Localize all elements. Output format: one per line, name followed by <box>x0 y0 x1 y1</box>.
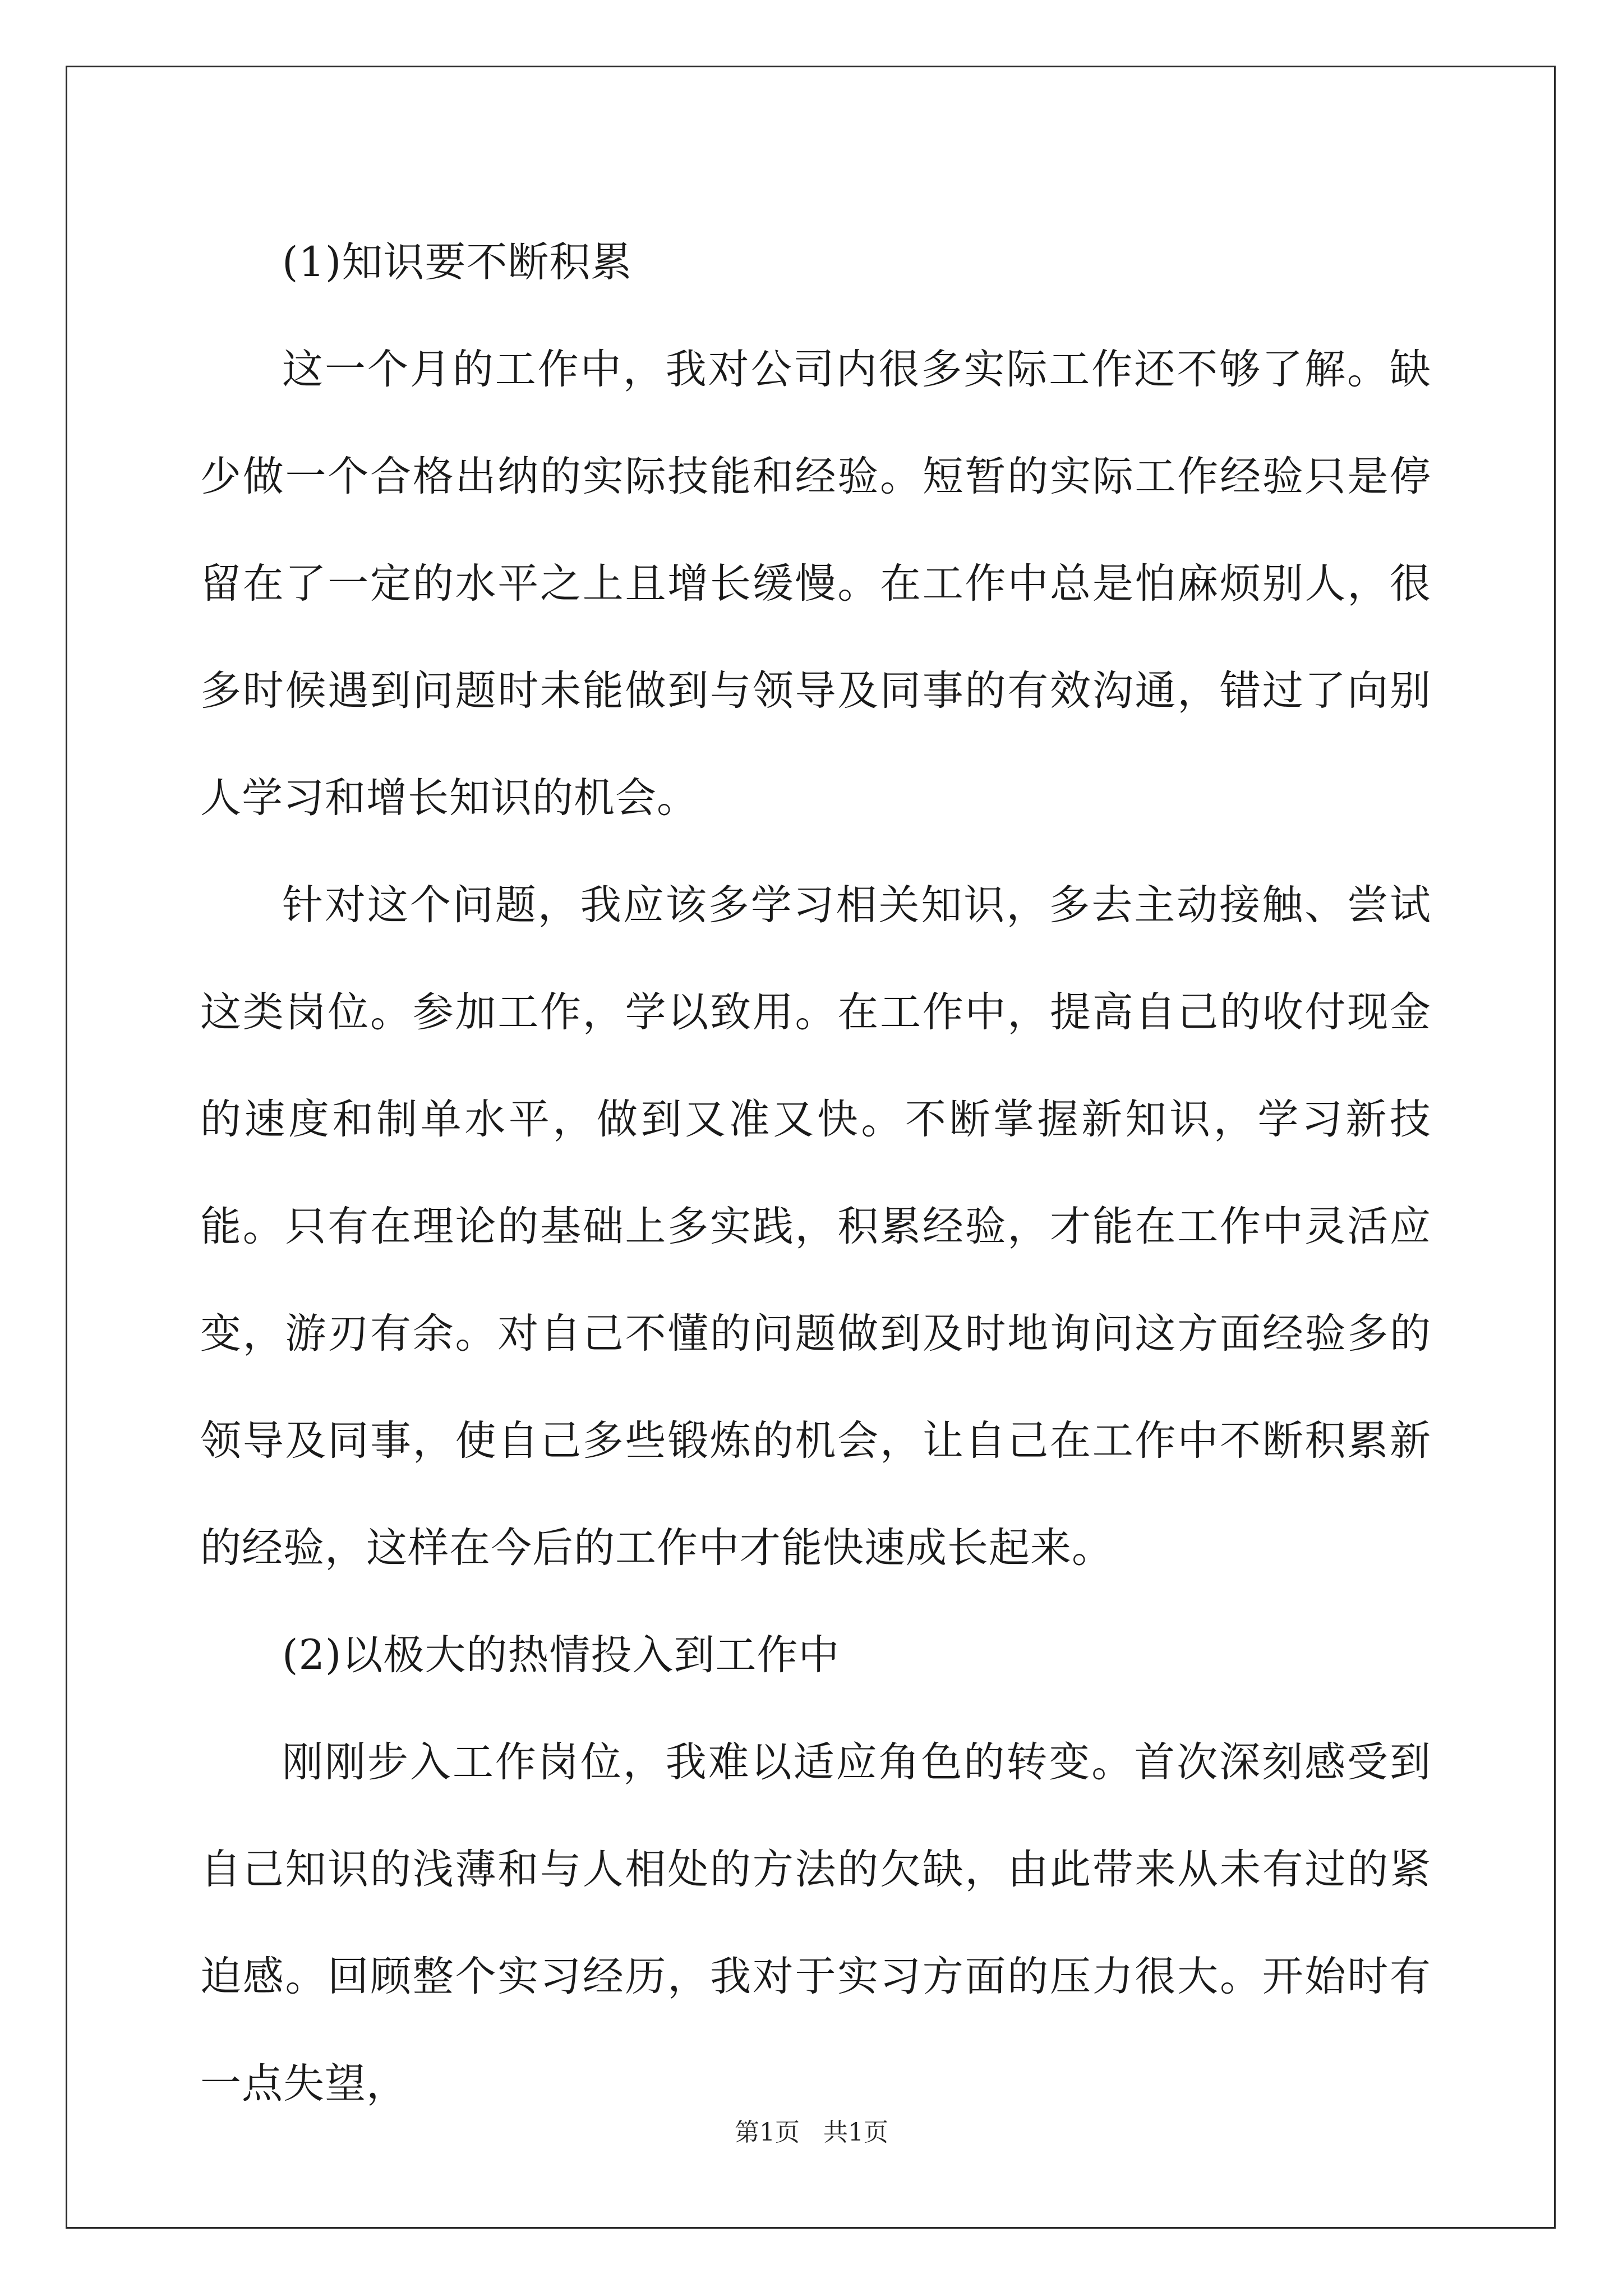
page-number: 第1页 <box>735 2118 800 2147</box>
body-paragraph-2: 针对这个问题，我应该多学习相关知识，多去主动接触、尝试这类岗位。参加工作，学以致用。在工作中，提高自己的收付现金的速度和制单水平，做到又准又快。不断掌握新知识，学习新技能。只有在理论的基础上多实践，积累经验，才能在工作中灵活应变，游刃有余。对自己不懂的问题做到及时地询问这方面经验多的领导及同事，使自己多些锻炼的机会，让自己在工作中不断积累新的经验，这样在今后的工作中才能快速成长起来。 <box>200 881 1431 1572</box>
section-heading-1: (1)知识要不断积累 <box>282 238 633 286</box>
body-paragraph-1: 这一个月的工作中，我对公司内很多实际工作还不够了解。缺少做一个合格出纳的实际技能和经验。短暂的实际工作经验只是停留在了一定的水平之上且增长缓慢。在工作中总是怕麻烦别人，很多时候遇到问题时未能做到与领导及同事的有效沟通，错过了向别人学习和增长知识的机会。 <box>200 346 1431 822</box>
section-heading-2: (2)以极大的热情投入到工作中 <box>282 1631 840 1679</box>
body-paragraph-3: 刚刚步入工作岗位，我难以适应角色的转变。首次深刻感受到自己知识的浅薄和与人相处的方法的欠缺，由此带来从未有过的紧迫感。回顾整个实习经历，我对于实习方面的压力很大。开始时有一点失望， <box>200 1738 1431 2108</box>
page-total: 共1页 <box>823 2118 888 2147</box>
page-footer <box>0 2116 1623 2150</box>
document-body <box>200 209 1431 2137</box>
